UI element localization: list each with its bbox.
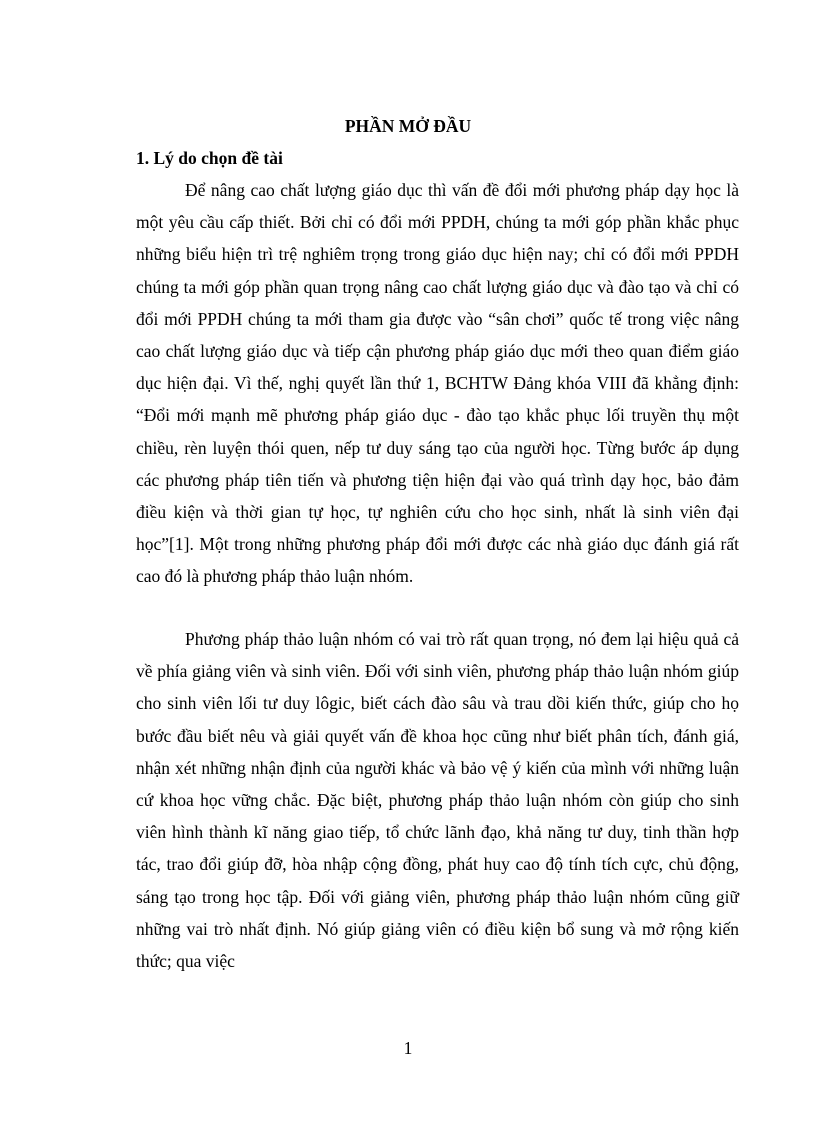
body-paragraph-2-container bbox=[136, 623, 739, 977]
section-heading: 1. Lý do chọn đề tài bbox=[136, 148, 283, 168]
body-paragraph: Phương pháp thảo luận nhóm có vai trò rất quan trọng, nó đem lại hiệu quả cả về phía giảng viên và sinh viên. Đối với sinh viên, phương pháp thảo luận nhóm giúp cho sinh viên lối tư duy lôgic, biết cách đào sâu và trau dồi kiến thức, giúp cho họ bước đầu biết nêu và giải quyết vấn đề khoa học cũng như biết phân tích, đánh giá, nhận xét những nhận định của người khác và bảo vệ ý kiến của mình với những luận cứ khoa học vững chắc. Đặc biệt, phương pháp thảo luận nhóm còn giúp cho sinh viên hình thành kĩ năng giao tiếp, tổ chức lãnh đạo, khả năng tư duy, tinh thần hợp tác, trao đổi giúp đỡ, hòa nhập cộng đồng, phát huy cao độ tính tích cực, chủ động, sáng tạo trong học tập. Đối với giảng viên, phương pháp thảo luận nhóm cũng giữ những vai trò nhất định. Nó giúp giảng viên có điều kiện bổ sung và mở rộng kiến thức; qua việc bbox=[136, 629, 739, 972]
body-paragraph: Để nâng cao chất lượng giáo dục thì vấn đề đổi mới phương pháp dạy học là một yêu cầu cấp thiết. Bởi chỉ có đổi mới PPDH, chúng ta mới góp phần khắc phục những biểu hiện trì trệ nghiêm trọng trong giáo dục hiện nay; chỉ có đổi mới PPDH chúng ta mới góp phần quan trọng nâng cao chất lượng giáo dục và đào tạo và chỉ có đổi mới PPDH chúng ta mới tham gia được vào “sân chơi” quốc tế trong việc nâng cao chất lượng giáo dục và tiếp cận phương pháp giáo dục mới theo quan điểm giáo dục hiện đại. Vì thế, nghị quyết lần thứ 1, BCHTW Đảng khóa VIII đã khẳng định: “Đổi mới mạnh mẽ phương pháp giáo dục - đào tạo khắc phục lối truyền thụ một chiều, rèn luyện thói quen, nếp tư duy sáng tạo của người học. Từng bước áp dụng các phương pháp tiên tiến và phương tiện hiện đại vào quá trình dạy học, bảo đảm điều kiện và thời gian tự học, tự nghiên cứu cho học sinh, nhất là sinh viên đại học”[1]. Một trong những phương pháp đổi mới được các nhà giáo dục đánh giá rất cao đó là phương pháp thảo luận nhóm. bbox=[136, 180, 739, 587]
body-paragraph-1-container bbox=[136, 174, 739, 593]
page-number: 1 bbox=[403, 1038, 413, 1058]
page-title: PHẦN MỞ ĐẦU bbox=[344, 116, 472, 136]
